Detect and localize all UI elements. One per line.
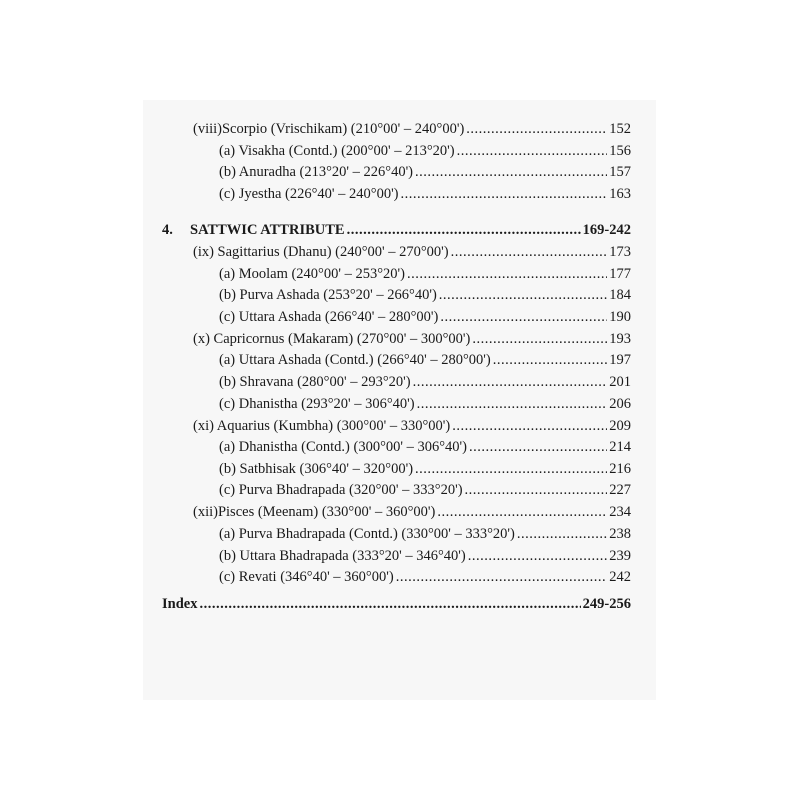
toc-entry-page: 234 — [609, 504, 631, 520]
chapter-number: 4. — [162, 222, 173, 238]
dot-leader — [451, 242, 608, 262]
toc-entry-page: 214 — [609, 439, 631, 455]
toc-entry-label: (c) Uttara Ashada (266°40' – 280°00') — [219, 309, 439, 325]
toc-entry-label: (a) Visakha (Contd.) (200°00' – 213°20') — [219, 143, 455, 159]
dot-leader — [517, 524, 607, 544]
dot-leader — [407, 264, 607, 284]
toc-entry-page: 197 — [609, 352, 631, 368]
dot-leader — [417, 394, 608, 414]
toc-entry-page: 156 — [609, 143, 631, 159]
toc-entry-page: 163 — [609, 186, 631, 202]
toc-entry-uttara-ashada-contd — [143, 350, 656, 370]
dot-leader — [437, 502, 607, 522]
toc-entry-label: (b) Anuradha (213°20' – 226°40') — [219, 164, 414, 180]
toc-entry-label: (ix) Sagittarius (Dhanu) (240°00' – 270°00') — [193, 244, 449, 260]
chapter-title: SATTWIC ATTRIBUTE — [190, 222, 345, 238]
toc-entry-page: 190 — [609, 309, 631, 325]
toc-entry-page: 193 — [609, 331, 631, 347]
toc-entry-page: 209 — [609, 418, 631, 434]
dot-leader — [413, 372, 608, 392]
toc-entry-label: (x) Capricornus (Makaram) (270°00' – 300°00') — [193, 331, 471, 347]
toc-entry-page: 177 — [609, 266, 631, 282]
dot-leader — [457, 141, 608, 161]
toc-entry-label: (b) Uttara Bhadrapada (333°20' – 346°40') — [219, 548, 466, 564]
toc-entry-purva-ashada — [143, 285, 656, 305]
toc-entry-revati — [143, 567, 656, 587]
toc-entry-aquarius — [143, 416, 656, 436]
toc-entry-scorpio — [143, 119, 656, 139]
toc-entry-page: 242 — [609, 569, 631, 585]
dot-leader — [452, 416, 607, 436]
toc-entry-label: (c) Dhanistha (293°20' – 306°40') — [219, 396, 415, 412]
dot-leader — [465, 480, 608, 500]
toc-entry-label: (a) Dhanistha (Contd.) (300°00' – 306°40') — [219, 439, 467, 455]
toc-entry-label: (c) Jyestha (226°40' – 240°00') — [219, 186, 399, 202]
toc-entry-page: 157 — [609, 164, 631, 180]
dot-leader — [199, 594, 580, 614]
toc-entry-page: 249-256 — [582, 596, 631, 612]
toc-entry-purva-bhadrapada-contd — [143, 524, 656, 544]
dot-leader — [440, 307, 607, 327]
toc-entry-label: (xi) Aquarius (Kumbha) (300°00' – 330°00') — [193, 418, 451, 434]
toc-entry-visakha-contd — [143, 141, 656, 161]
toc-entry-jyestha — [143, 184, 656, 204]
dot-leader — [396, 567, 608, 587]
dot-leader — [469, 437, 607, 457]
toc-entry-anuradha — [143, 162, 656, 182]
toc-entry-page: 184 — [609, 287, 631, 303]
toc-entry-label: (b) Purva Ashada (253°20' – 266°40') — [219, 287, 437, 303]
toc-entry-satbhisak — [143, 459, 656, 479]
toc-entry-label: (xii)Pisces (Meenam) (330°00' – 360°00') — [193, 504, 436, 520]
index-title: Index — [162, 596, 198, 612]
toc-entry-page: 239 — [609, 548, 631, 564]
dot-leader — [468, 546, 608, 566]
toc-entry-label: (a) Uttara Ashada (Contd.) (266°40' – 280°00') — [219, 352, 491, 368]
toc-entry-shravana — [143, 372, 656, 392]
toc-entry-uttara-ashada — [143, 307, 656, 327]
toc-entry-page: 216 — [609, 461, 631, 477]
dot-leader — [466, 119, 607, 139]
dot-leader — [439, 285, 607, 305]
toc-entry-page: 238 — [609, 526, 631, 542]
dot-leader — [493, 350, 608, 370]
dot-leader — [415, 162, 607, 182]
toc-entry-dhanistha-contd — [143, 437, 656, 457]
toc-entry-capricornus — [143, 329, 656, 349]
toc-entry-purva-bhadrapada — [143, 480, 656, 500]
toc-entry-dhanistha — [143, 394, 656, 414]
toc-entry-label: (a) Purva Bhadrapada (Contd.) (330°00' – 333°20') — [219, 526, 515, 542]
dot-leader — [415, 459, 607, 479]
toc-chapter-4 — [143, 220, 656, 240]
toc-entry-page: 169-242 — [582, 222, 631, 238]
toc-entry-pisces — [143, 502, 656, 522]
toc-entry-label: (c) Purva Bhadrapada (320°00' – 333°20') — [219, 482, 463, 498]
toc-entry-page: 152 — [609, 121, 631, 137]
toc-entry-index — [143, 594, 656, 614]
dot-leader — [472, 329, 607, 349]
dot-leader — [401, 184, 608, 204]
toc-entry-page: 227 — [609, 482, 631, 498]
toc-entry-label: (viii)Scorpio (Vrischikam) (210°00' – 240°00') — [193, 121, 465, 137]
toc-entry-sagittarius — [143, 242, 656, 262]
book-page — [143, 100, 656, 700]
toc-entry-label: (c) Revati (346°40' – 360°00') — [219, 569, 394, 585]
toc-entry-page: 173 — [609, 244, 631, 260]
toc-entry-label: (a) Moolam (240°00' – 253°20') — [219, 266, 405, 282]
toc-entry-page: 206 — [609, 396, 631, 412]
toc-entry-uttara-bhadrapada — [143, 546, 656, 566]
toc-entry-page: 201 — [609, 374, 631, 390]
toc-entry-label: (b) Shravana (280°00' – 293°20') — [219, 374, 411, 390]
toc-entry-moolam — [143, 264, 656, 284]
dot-leader — [347, 220, 581, 240]
toc-entry-label: (b) Satbhisak (306°40' – 320°00') — [219, 461, 414, 477]
